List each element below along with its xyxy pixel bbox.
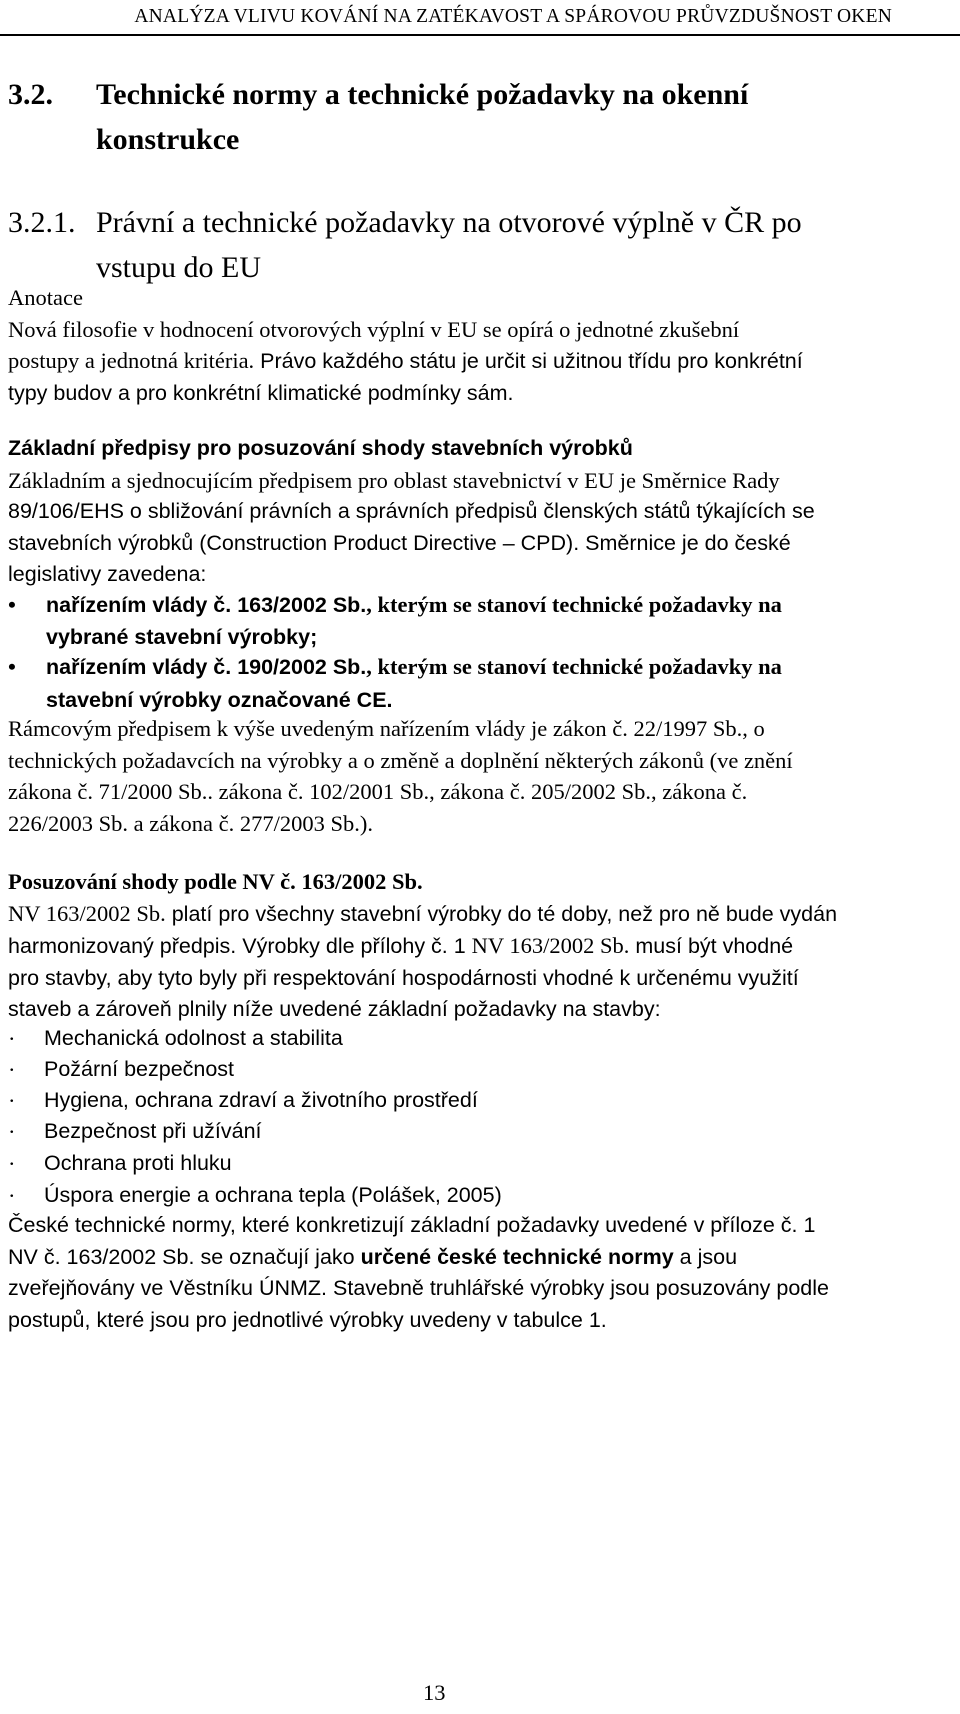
requirement-bullet: · xyxy=(8,1151,16,1176)
subsection-title-line2: vstupu do EU xyxy=(96,251,261,284)
posuzovani-text: platí pro všechny stavební výrobky do té doby, než pro ně bude vydán xyxy=(165,901,838,926)
ramcovy-line: zákona č. 71/2000 Sb.. zákona č. 102/2001 Sb., zákona č. 205/2002 Sb., zákona č. xyxy=(8,779,748,804)
normy-line: zveřejňovány ve Věstníku ÚNMZ. Stavebně truhlářské výrobky jsou posuzovány podle xyxy=(8,1276,829,1300)
bullet-symbol: • xyxy=(8,592,16,617)
anotace-section xyxy=(8,282,953,409)
zakladni-line: 89/106/EHS o sbližování právních a správních předpisů členských států týkajících se xyxy=(8,499,815,523)
regulation-bullet xyxy=(8,589,953,652)
normy-line: postupů, které jsou pro jednotlivé výrobky uvedeny v tabulce 1. xyxy=(8,1307,607,1332)
posuzovani-text: NV 163/2002 Sb. xyxy=(471,933,630,958)
anotace-text-sans: Právo každého státu je určit si užitnou třídu pro konkrétní xyxy=(254,349,803,373)
posuzovani-text: harmonizovaný předpis. Výrobky dle přílohy č. 1 xyxy=(8,934,472,958)
regulation-reference: nařízením vlády č. 190/2002 Sb. xyxy=(46,655,367,679)
ramcovy-text: Rámcovým předpisem k výše uvedeným nařízením vlády je zákon č. 22/1997 Sb. xyxy=(8,716,743,741)
requirement-bullet: · xyxy=(8,1183,16,1208)
posuzovani-line: staveb a zároveň plnily níže uvedené základní požadavky na stavby: xyxy=(8,997,661,1021)
bullet-symbol: • xyxy=(8,654,16,679)
requirement-bullet: · xyxy=(8,1057,16,1082)
posuzovani-heading: Posuzování shody podle NV č. 163/2002 Sb. xyxy=(8,869,423,894)
requirement-text: Hygiena, ochrana zdraví a životního prostředí xyxy=(44,1088,478,1112)
requirement-text: Ochrana proti hluku xyxy=(44,1151,232,1175)
zakladni-predpisy-section xyxy=(8,433,953,591)
ramcovy-text: , o xyxy=(742,716,765,741)
requirement-bullet: · xyxy=(8,1119,16,1144)
zakladni-line: stavebních výrobků (Construction Product Directive – CPD). Směrnice je do české xyxy=(8,530,791,555)
regulation-text: vybrané stavební výrobky; xyxy=(46,624,318,649)
section-number: 3.2. xyxy=(8,78,53,111)
posuzovani-text: musí být vhodné xyxy=(629,934,794,958)
ramcovy-line: 226/2003 Sb. a zákona č. 277/2003 Sb.). xyxy=(8,810,373,836)
zakladni-line: legislativy zavedena: xyxy=(8,562,207,586)
requirement-text: Požární bezpečnost xyxy=(44,1057,235,1081)
regulation-bullet xyxy=(8,651,953,714)
regulation-text: stavební výrobky označované CE. xyxy=(46,687,393,712)
ramcovy-predpis-paragraph xyxy=(8,713,953,839)
anotace-text-serif: postupy a jednotná kritéria. xyxy=(8,348,255,373)
posuzovani-text: NV 163/2002 Sb. xyxy=(8,900,166,926)
requirement-bullet: · xyxy=(8,1026,16,1051)
anotace-line: Nová filosofie v hodnocení otvorových výplní v EU se opírá o jednotné zkušební xyxy=(8,316,740,342)
section-title-line2: konstrukce xyxy=(96,123,240,156)
anotace-line xyxy=(8,345,953,378)
normy-emphasis: určené české technické normy xyxy=(360,1244,674,1269)
technicke-normy-paragraph xyxy=(8,1210,953,1336)
regulation-text: , kterým se stanoví technické požadavky na xyxy=(366,592,782,617)
header-divider xyxy=(0,34,960,36)
regulation-text: , kterým se stanoví technické požadavky na xyxy=(366,654,782,679)
running-header: ANALÝZA VLIVU KOVÁNÍ NA ZATÉKAVOST A SPÁROVOU PRŮVZDUŠNOST OKEN xyxy=(134,6,892,27)
normy-line xyxy=(8,1242,953,1274)
ramcovy-line: technických požadavcích na výrobky a o změně a doplnění některých zákonů (ve znění xyxy=(8,747,793,773)
normy-line: České technické normy, které konkretizují základní požadavky uvedené v příloze č. 1 xyxy=(8,1213,816,1237)
regulation-reference: nařízením vlády č. 163/2002 Sb. xyxy=(46,593,367,617)
subsection-heading xyxy=(8,200,948,290)
page-number: 13 xyxy=(423,1680,446,1705)
section-title-line1: Technické normy a technické požadavky na okenní xyxy=(96,78,749,111)
anotace-line: typy budov a pro konkrétní klimatické podmínky sám. xyxy=(8,380,514,405)
normy-text: NV č. 163/2002 Sb. xyxy=(8,1244,195,1269)
subsection-title-line1: Právní a technické požadavky na otvorové výplně v ČR po xyxy=(96,206,802,239)
requirement-text: Mechanická odolnost a stabilita xyxy=(44,1026,343,1050)
anotace-heading: Anotace xyxy=(8,285,83,310)
zakladni-heading: Základní předpisy pro posuzování shody stavebních výrobků xyxy=(8,436,633,460)
ramcovy-line xyxy=(8,713,953,745)
zakladni-line: Základním a sjednocujícím předpisem pro oblast stavebnictví v EU je Směrnice Rady xyxy=(8,467,780,493)
posuzovani-line xyxy=(8,930,953,963)
subsection-number: 3.2.1. xyxy=(8,206,76,239)
requirement-text: Bezpečnost při užívání xyxy=(44,1119,262,1143)
normy-text: se označují jako xyxy=(194,1244,361,1269)
section-heading xyxy=(8,72,948,162)
posuzovani-line xyxy=(8,898,953,931)
posuzovani-section xyxy=(8,866,953,1026)
normy-text: a jsou xyxy=(673,1244,738,1269)
posuzovani-line: pro stavby, aby tyto byly při respektování hospodárnosti vhodné k určenému využití xyxy=(8,965,799,990)
requirement-bullet: · xyxy=(8,1088,16,1113)
requirement-text: Úspora energie a ochrana tepla (Polášek, 2005) xyxy=(44,1183,502,1207)
